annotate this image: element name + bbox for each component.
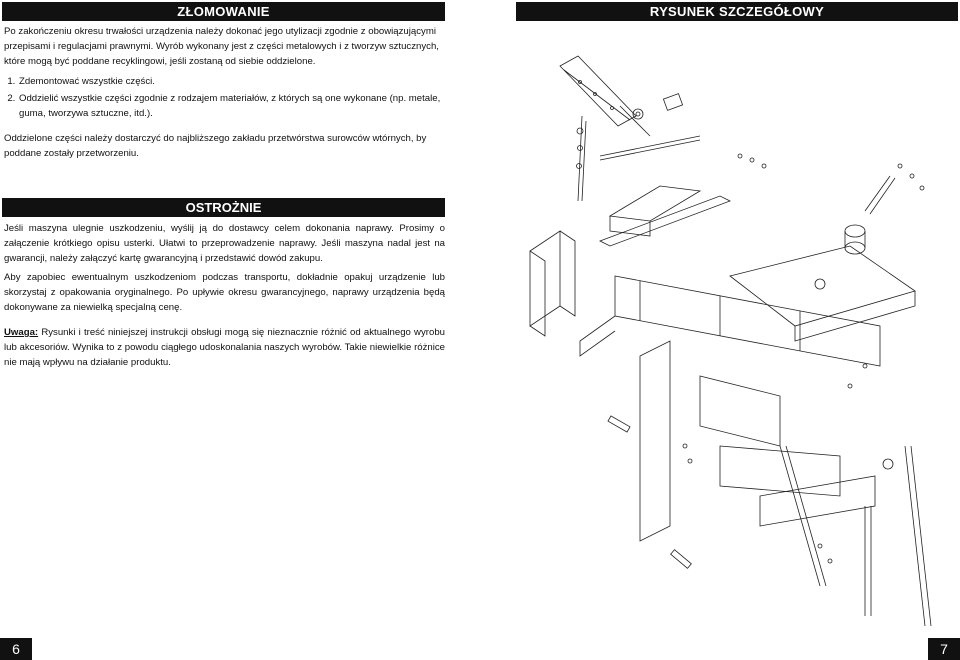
blade-cylinder	[845, 176, 895, 254]
caution-title: OSTROŻNIE	[2, 198, 445, 217]
top-rail	[560, 56, 636, 126]
note-paragraph	[4, 325, 445, 371]
section-title-scrapping: ZŁOMOWANIE	[2, 2, 445, 21]
bolt-column	[577, 116, 587, 201]
caution-paragraph	[4, 221, 445, 267]
disassembly-steps	[4, 74, 445, 124]
note-label: Uwaga:	[4, 327, 39, 338]
leg-frame	[640, 341, 893, 616]
diagonal-support	[905, 446, 931, 626]
caution-text: Jeśli maszyna ulegnie uszkodzeniu, wyślij ją do dostawcy celem dokonania naprawy. Prosimy o załączenie krótkiego opisu usterki. Ułatwi to przeprowadzenie naprawy. Jeśli maszyna nadal jest na gwarancji, należy załączyć kartę gwarancyjną i przedstawić dowód zakupu.	[4, 223, 445, 265]
exploded-parts-drawing	[520, 26, 956, 636]
exploded-view-icon	[520, 26, 956, 636]
intro-text: Po zakończeniu okresu trwałości urządzenia należy dokonać jego utylizacji zgodnie z obowiązującymi przepisami i regulacjami prawnymi. Wyrób wykonany jest z części metalowych i z tworzyw sztucznych, które mogą być poddane recyklingowi, jeśli zostaną od siebie oddzielone.	[4, 26, 439, 68]
step-item: 2. Oddzielić wszystkie części zgodnie z rodzajem materiałów, z których są one wykonane (np. metale, guma, tworzywa sztuczne, itd.).	[18, 91, 445, 121]
page-number-right: 7	[928, 638, 960, 660]
table-plate	[730, 246, 915, 341]
note-text: Rysunki i treść niniejszej instrukcji obsługi mogą się nieznacznie różnić od aktualnego wyrobu lub akcesoriów. Wynika to z powodu ciągłego udoskonalania naszych wyrobów. Takie niewielkie różnice nie mają wpływu na działanie produktu.	[4, 327, 445, 369]
recycle-paragraph	[4, 131, 445, 161]
transport-text: Aby zapobiec ewentualnym uszkodzeniom podczas transportu, dokładnie opakuj urządzenie lub skorzystaj z opakowania oryginalnego. Po upływie okresu gwarancyjnego, naprawy urządzenia będą dokonywane za niewielką specjalną cenę.	[4, 272, 445, 314]
pulley-bracket	[620, 94, 683, 136]
page-number-left: 6	[0, 638, 32, 660]
fasteners	[608, 154, 924, 568]
connecting-rod	[600, 136, 700, 160]
right-page	[480, 0, 960, 660]
intro-paragraph	[4, 24, 445, 70]
u-channel	[530, 231, 575, 336]
step-item: 1. Zdemontować wszystkie części.	[18, 74, 445, 89]
section-title-detail-drawing: RYSUNEK SZCZEGÓŁOWY	[516, 2, 958, 21]
recycle-text: Oddzielone części należy dostarczyć do najbliższego zakładu przetwórstwa surowców wtórnych, by poddane zostały przetworzeniu.	[4, 133, 427, 160]
transport-paragraph	[4, 270, 445, 316]
